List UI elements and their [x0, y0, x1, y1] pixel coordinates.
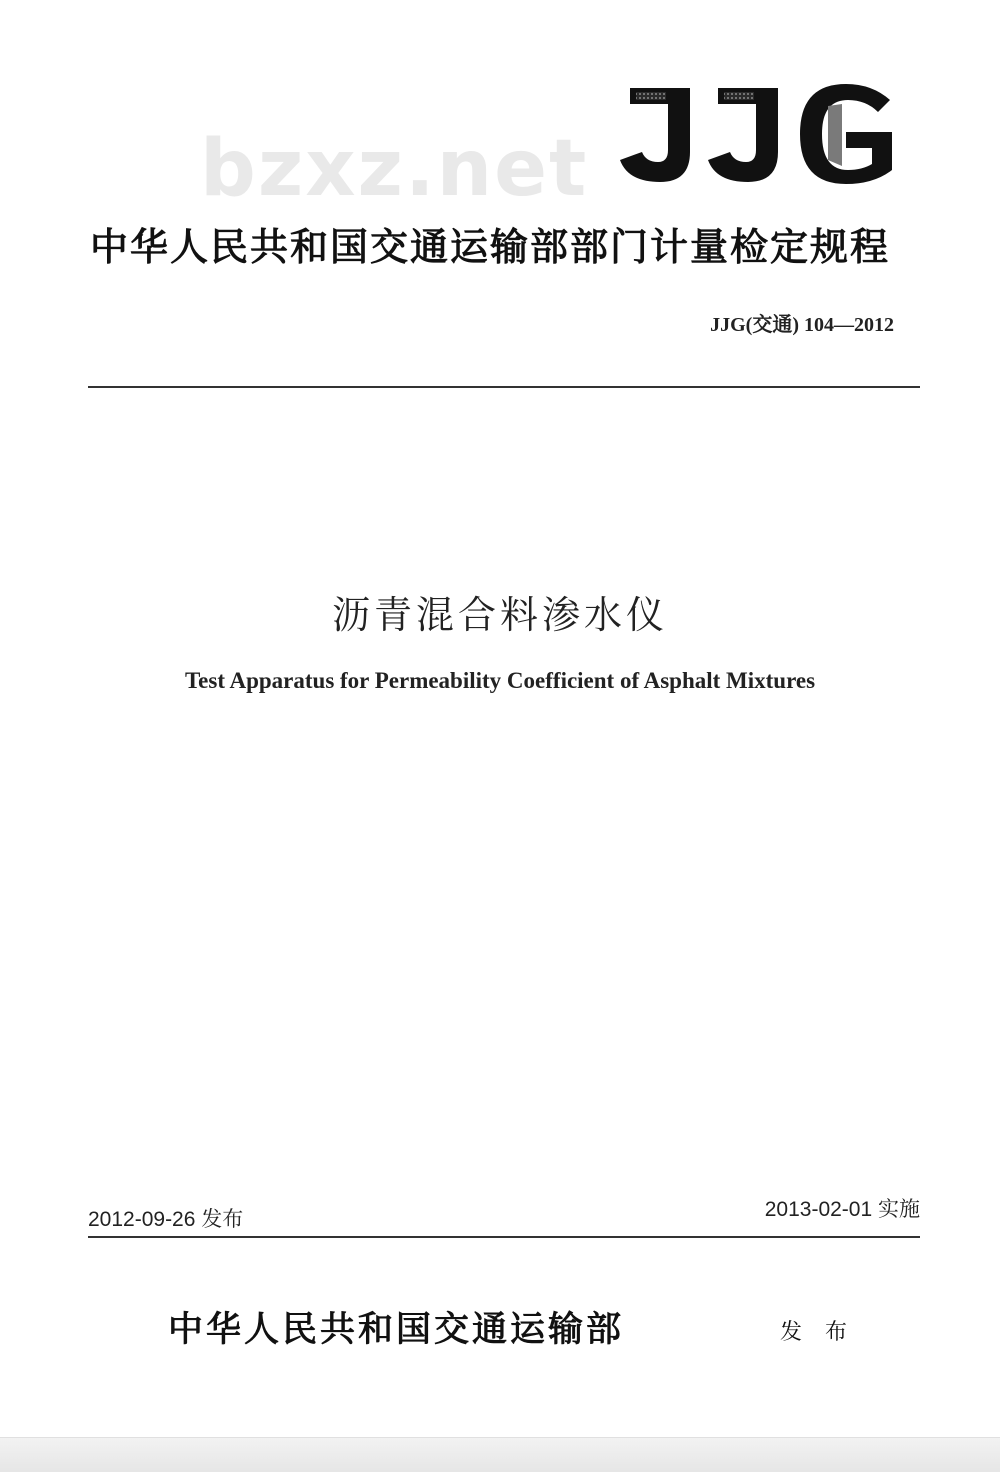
effective-date: 2013-02-01 实施 — [764, 1198, 920, 1221]
document-title-en: Test Apparatus for Permeability Coefficient of Asphalt Mixtures — [184, 668, 816, 693]
regulation-title: 中华人民共和国交通运输部部门计量检定规程 — [90, 225, 891, 269]
top-divider — [88, 386, 920, 388]
publish-date: 2012-09-26 发布 — [88, 1208, 244, 1231]
issue-label: 发 布 — [780, 1320, 855, 1345]
bottom-divider — [88, 1236, 920, 1238]
watermark-text: bzxz.net — [200, 124, 589, 214]
page-bottom-edge — [0, 1437, 1000, 1472]
standard-code: JJG(交通) 104—2012 — [710, 314, 894, 336]
document-title-cn: 沥青混合料渗水仪 — [331, 593, 668, 637]
jjg-logo — [610, 80, 900, 190]
issuing-authority: 中华人民共和国交通运输部 — [168, 1309, 625, 1350]
